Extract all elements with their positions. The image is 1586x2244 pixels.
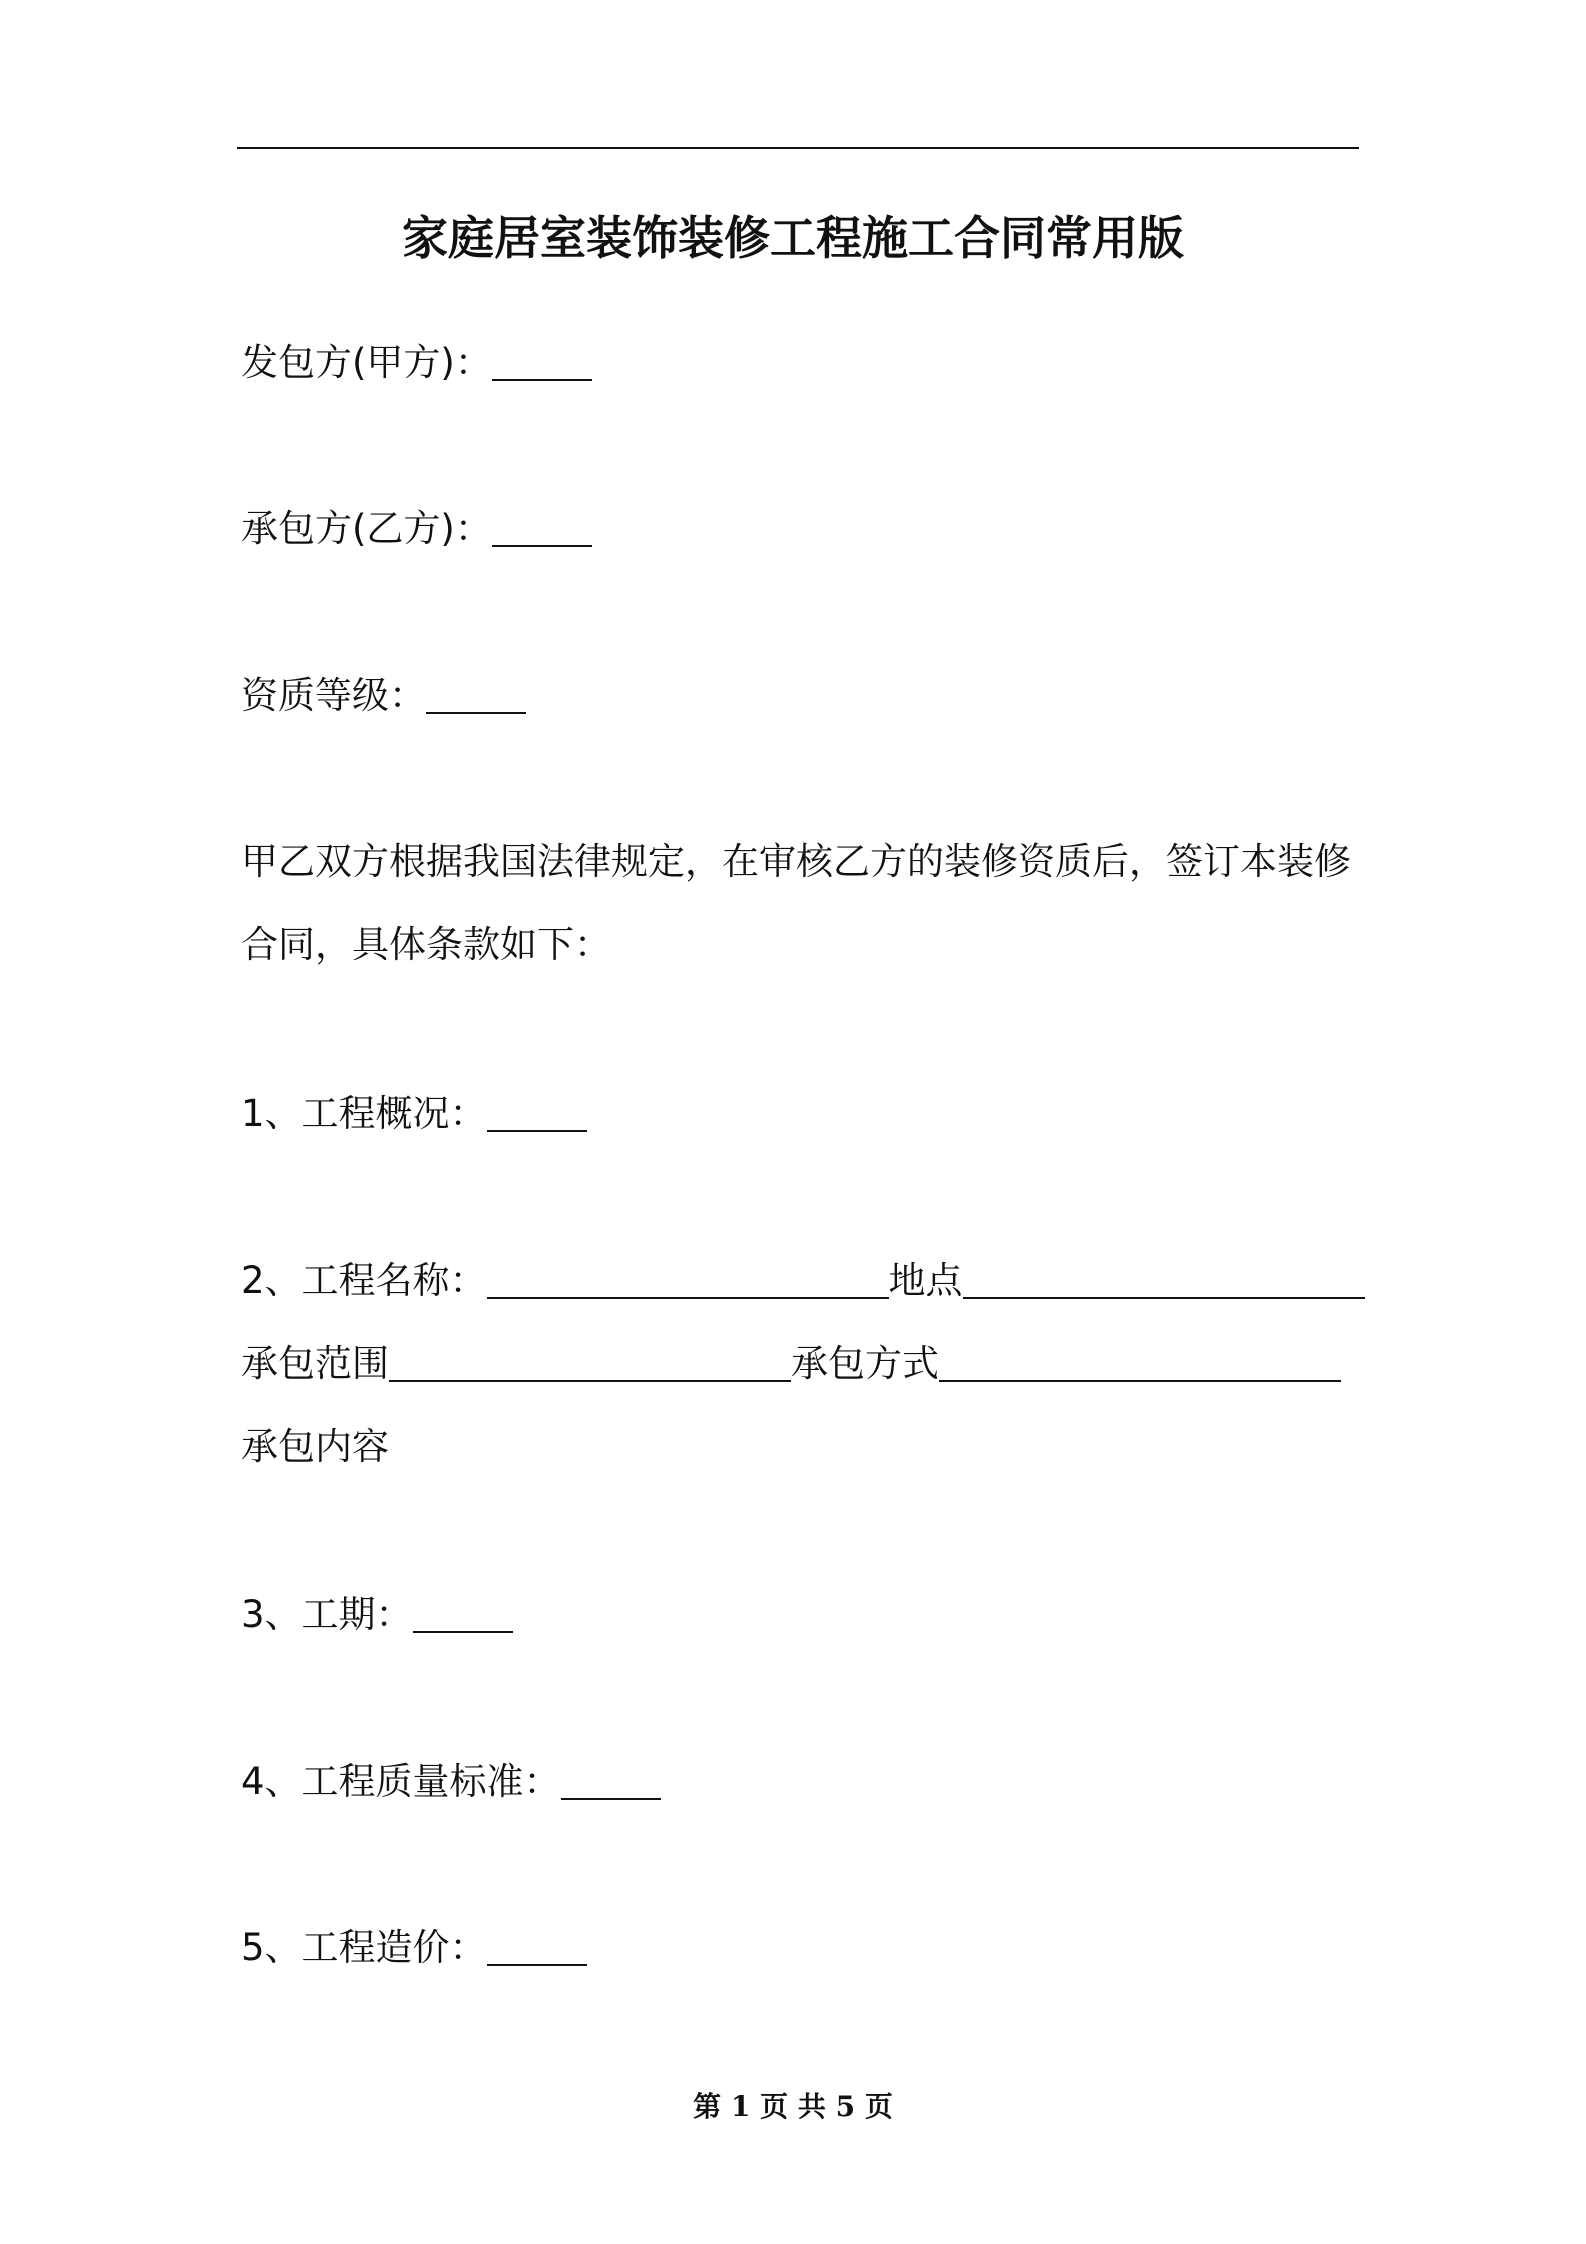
document-title: 家庭居室装饰装修工程施工合同常用版 bbox=[402, 211, 1184, 265]
item5-label: 5、工程造价： bbox=[241, 1926, 487, 1969]
intro-line-1: 甲乙双方根据我国法律规定，在审核乙方的装修资质后，签订本装修 bbox=[241, 840, 1351, 883]
item4-label: 4、工程质量标准： bbox=[241, 1760, 561, 1803]
item5-blank[interactable] bbox=[487, 1924, 587, 1966]
item4-line bbox=[241, 1756, 661, 1808]
page-indicator: 第 1 页 共 5 页 bbox=[693, 2090, 893, 2123]
qualification-line bbox=[241, 670, 526, 722]
item3-blank[interactable] bbox=[413, 1591, 513, 1633]
item2-location-label: 地点 bbox=[888, 1259, 963, 1302]
item2-method-blank[interactable] bbox=[939, 1340, 1341, 1382]
item2-content-label: 承包内容 bbox=[241, 1425, 389, 1468]
item3-label: 3、工期： bbox=[241, 1593, 413, 1636]
item2-method-label: 承包方式 bbox=[791, 1342, 939, 1385]
qualification-label: 资质等级： bbox=[241, 674, 426, 717]
item2-line-1 bbox=[241, 1255, 1365, 1307]
item5-line bbox=[241, 1922, 587, 1974]
item1-blank[interactable] bbox=[487, 1090, 587, 1132]
item2-name-blank[interactable] bbox=[487, 1257, 889, 1299]
party-a-label: 发包方(甲方)： bbox=[241, 341, 492, 384]
item3-line bbox=[241, 1589, 513, 1641]
item1-line bbox=[241, 1088, 587, 1140]
item2-location-blank[interactable] bbox=[963, 1257, 1365, 1299]
item2-scope-blank[interactable] bbox=[389, 1340, 791, 1382]
party-b-label: 承包方(乙方)： bbox=[241, 507, 492, 550]
party-a-blank[interactable] bbox=[492, 339, 592, 381]
item2-name-label: 2、工程名称： bbox=[241, 1259, 487, 1302]
item1-label: 1、工程概况： bbox=[241, 1092, 487, 1135]
qualification-blank[interactable] bbox=[426, 672, 526, 714]
party-b-line bbox=[241, 503, 592, 555]
intro-line-2: 合同，具体条款如下： bbox=[241, 923, 611, 966]
item4-blank[interactable] bbox=[561, 1758, 661, 1800]
item2-scope-label: 承包范围 bbox=[241, 1342, 389, 1385]
header-rule bbox=[237, 147, 1359, 149]
party-a-line bbox=[241, 337, 592, 389]
item2-line-2 bbox=[241, 1338, 1341, 1390]
party-b-blank[interactable] bbox=[492, 505, 592, 547]
